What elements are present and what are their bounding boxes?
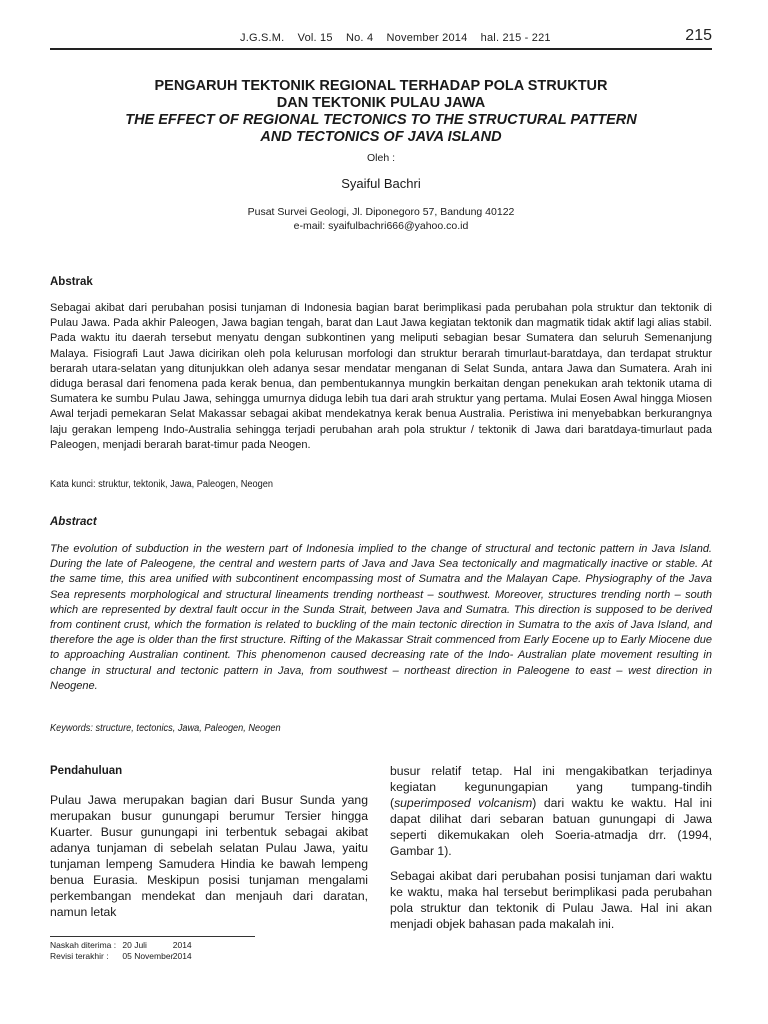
intro-heading: Pendahuluan [50,765,123,777]
intro-column-left [50,763,368,920]
affiliation-address: Pusat Survei Geologi, Jl. Diponegoro 57, Bandung 40122 [247,206,515,218]
abstrak-heading: Abstrak [50,276,93,288]
journal-date: November 2014 [386,32,468,44]
abstract-text: The evolution of subduction in the western part of Indonesia implied to the change of structural and tectonic pattern in Java Island. During the late of Paleogene, the central and western parts of Java and Java Sea tectonically and magmatically inactive or stable. At the same time, this area unified with subcontinent encompassing most of Sumatra and the Malayan Cape. Physiography of the Java Sea represents morphological and structural lineaments trending northeast – southwest. Moreover, structures trending north – south which are represented by dextral fault occur in the Sunda Strait, between Java and Sumatra. This direction is supposed to be derived from continent crust, which the formation is related to buckling of the main tectonic direction in Sumatra to the axis of Java Island, and therefore the age is older than the first structure. Rifting of the Makassar Strait commenced from Early Eocene up to Early Miocene due to approaching Australian continent. This phenomenon caused decreasing rate of the Indo- Australian plate movement resulting in change in structural and tectonic pattern in Java, from southwest – northeast direction in Paleogene to east – west direction in Neogene. [50,543,712,692]
by-label: Oleh : [366,152,395,164]
intro-column-right [390,763,712,932]
title-indonesian-line-2: DAN TEKTONIK PULAU JAWA [276,95,486,111]
journal-volume: Vol. 15 [297,32,333,44]
title-block [50,78,712,233]
revised-date-row: Revisi terakhir : 05 November 2014 [50,951,192,961]
journal-number: No. 4 [345,32,374,44]
footnote-rule [50,936,255,937]
journal-citation [240,32,561,44]
intro-paragraph-2: Sebagai akibat dari perubahan posisi tunjaman dari waktu ke waktu, maka hal tersebut berimplikasi pada perubahan pola struktur dan tektonik di Pulau Jawa. Hal ini akan menjadi objek bahasan pada makalah ini. [390,869,712,931]
abstract-heading: Abstract [50,516,97,528]
abstrak-text: Sebagai akibat dari perubahan posisi tunjaman di Indonesia bagian barat berimplikasi pada perubahan pola struktur dan tektonik di Pulau Jawa. Pada akhir Paleogen, Jawa bagian tengah, barat dan Laut Jawa kegiatan tektonik dan magmatik tidak aktif lagi alias stabil. Pada waktu itu daerah tersebut menyatu dengan subkontinen yang meliputi sebagian besar Sumatera dan seluruh Semenanjung Malaya. Fisiografi Laut Jawa dicirikan oleh pola kelurusan morfologi dan struktur berarah timurlaut-baratdaya, dan terdapat struktur berarah utara-selatan yang ditunjukkan oleh adanya sesar mendatar menganan di Selat Sunda, antara Jawa dan Sumatera. Arah ini diduga berasal dari fenomena pada kerak benua, dan pembentukannya mungkin berkaitan dengan penekukan arah tektonik utama di Sumatera ke sumbu Pulau Jawa, sehingga umurnya diduga lebih tua dari arah struktur yang pertama. Mulai Eosen Awal hingga Miosen Awal terjadi pemekaran Selat Makassar sebagai akibat mendekatnya kerak benua Australia. Peristiwa ini menyebabkan berkurangnya laju gerakan lempeng Indo-Australia sehingga terjadi perubahan arah pola struktur / tektonik di Jawa dari baratdaya-timurlaut pada Paleogen, menjadi berarah barat-timur pada Neogen. [50,302,712,451]
title-english-line-1: THE EFFECT OF REGIONAL TECTONICS TO THE STRUCTURAL PATTERN [125,112,637,128]
journal-pages: hal. 215 - 221 [480,32,551,44]
title-indonesian-line-1: PENGARUH TEKTONIK REGIONAL TERHADAP POLA STRUKTUR [154,78,608,94]
journal-name: J.G.S.M. [240,32,285,44]
author-name: Syaiful Bachri [341,176,421,191]
author-email: e-mail: syaifulbachri666@yahoo.co.id [293,220,469,232]
abstrak-keywords: Kata kunci: struktur, tektonik, Jawa, Paleogen, Neogen [50,479,273,490]
affiliation [50,205,712,233]
title-english-line-2: AND TECTONICS OF JAVA ISLAND [260,129,502,145]
superimposed-volcanism-term: superimposed volcanism [394,796,533,810]
received-date-row: Naskah diterima : 20 Juli 2014 [50,940,192,950]
intro-paragraph-1: Pulau Jawa merupakan bagian dari Busur Sunda yang merupakan busur gunungapi berumur Tersier hingga Kuarter. Busur gunungapi ini terbentuk sebagai akibat adanya tunjaman di sebelah selatan Pulau Jawa, yaitu tunjaman lempeng Samudera Hindia ke bawah lempeng benua Eurasia. Meskipun posisi tunjaman mengalami perkembangan mendekat dan menjauh dari daratan, namun letak [50,793,368,919]
submission-dates [50,940,192,962]
header-rule [50,48,712,50]
intro-paragraph-1-cont: busur relatif tetap. Hal ini mengakibatkan terjadinya kegiatan kegunungapian yang tumpang-tindih (superimposed volcanism) dari waktu ke waktu. Hal ini dapat dilihat dari sebaran batuan gunungapi di Jawa seperti dikemukakan oleh Soeria-atmadja drr. (1994, Gambar 1). [390,764,712,858]
abstract-keywords: Keywords: structure, tectonics, Jawa, Paleogen, Neogen [50,723,281,734]
page-number: 215 [685,27,712,44]
